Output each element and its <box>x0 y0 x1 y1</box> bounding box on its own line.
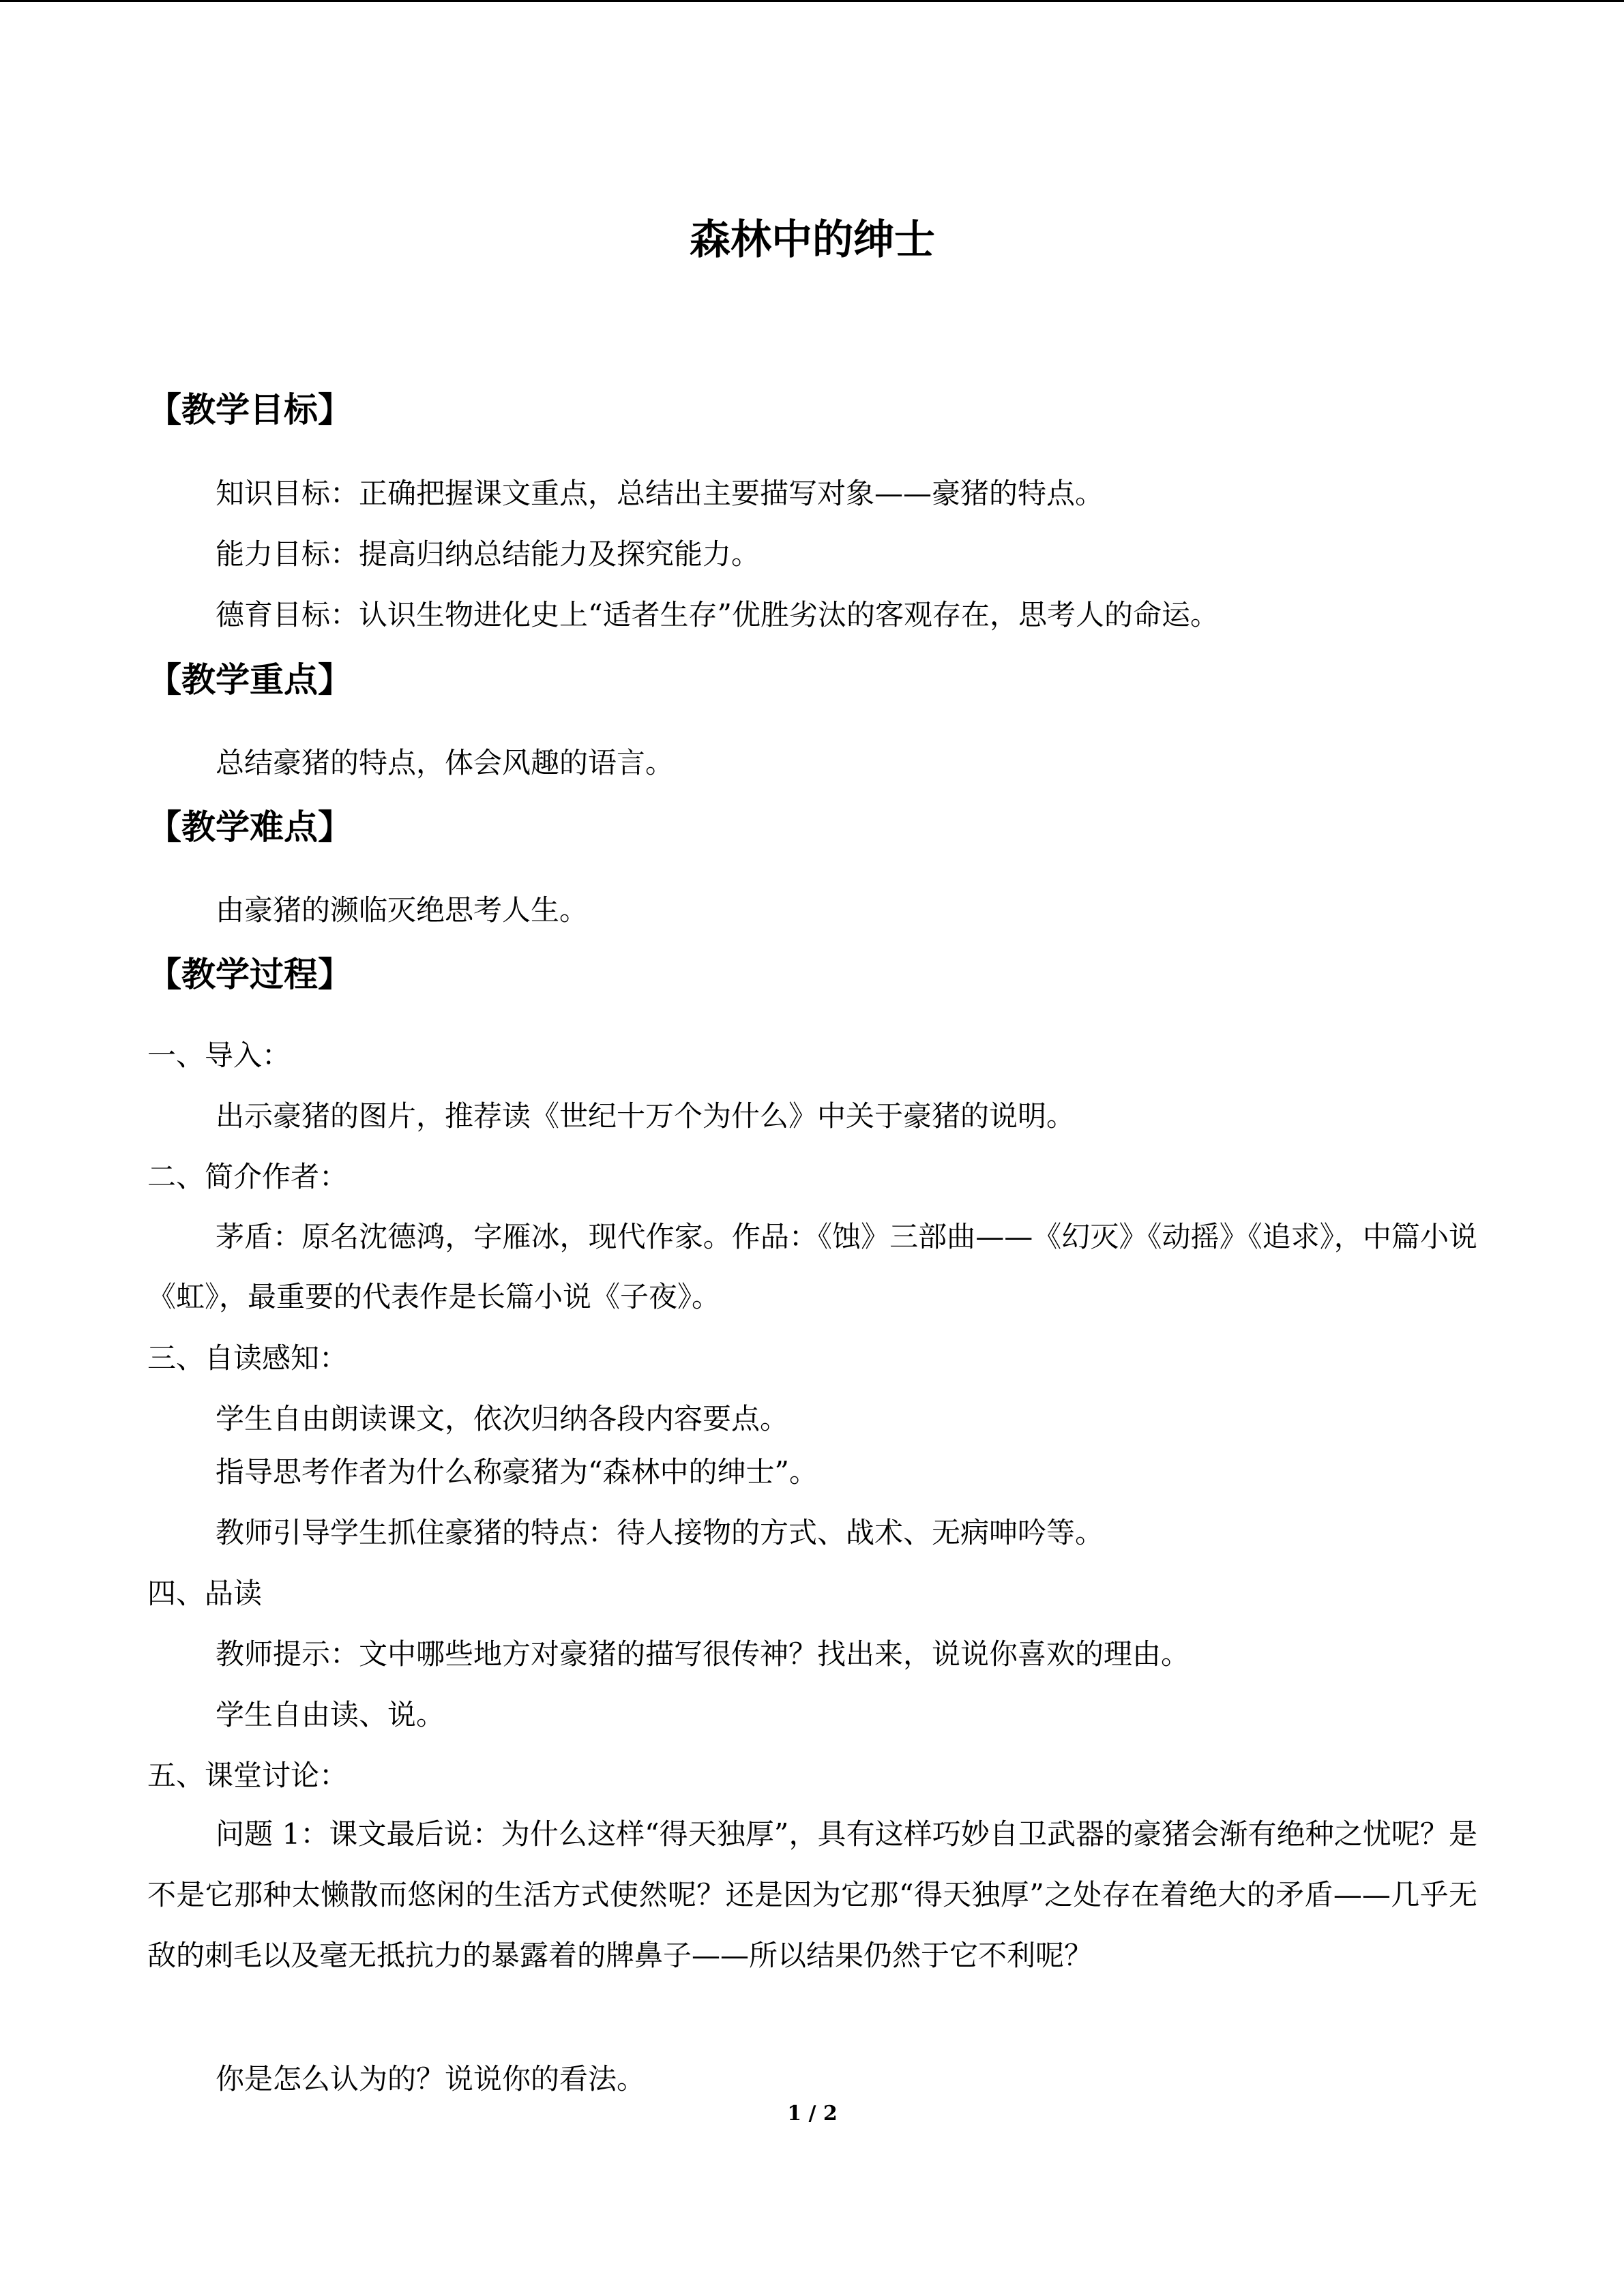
top-border-line <box>0 0 1624 2</box>
heading-teaching-goals: 【教学目标】 <box>147 390 352 430</box>
heading-key-points: 【教学重点】 <box>147 660 352 700</box>
discussion-question-paragraph: 问题 1：课文最后说：为什么这样“得天独厚”，具有这样巧妙自卫武器的豪猪会渐有绝种之忧呢？是不是它那种太懒散而悠闲的生活方式使然呢？还是因为它那“得天独厚”之处存在着绝大的矛盾——几乎无敌的刺毛以及毫无抵抗力的暴露着的牌鼻子——所以结果仍然于它不利呢？ <box>147 1817 1477 1972</box>
step-line: 学生自由朗读课文，依次归纳各段内容要点。 <box>216 1402 789 1435</box>
step-line: 教师提示：文中哪些地方对豪猪的描写很传神？找出来，说说你喜欢的理由。 <box>216 1637 1190 1671</box>
difficulty-text: 由豪猪的濒临灭绝思考人生。 <box>216 893 589 927</box>
step-line: 教师引导学生抓住豪猪的特点：待人接物的方式、战术、无病呻吟等。 <box>216 1516 1104 1549</box>
step-title: 一、导入： <box>147 1039 291 1072</box>
step-line: 指导思考作者为什么称豪猪为“森林中的绅士”。 <box>216 1455 818 1489</box>
step-title: 三、自读感知： <box>147 1341 349 1375</box>
document-title: 森林中的绅士 <box>690 216 935 264</box>
step-title: 二、简介作者： <box>147 1160 349 1193</box>
goal-knowledge: 知识目标：正确把握课文重点，总结出主要描写对象——豪猪的特点。 <box>216 477 1104 510</box>
step-title: 四、品读 <box>147 1577 263 1610</box>
step-line: 出示豪猪的图片，推荐读《世纪十万个为什么》中关于豪猪的说明。 <box>216 1099 1076 1133</box>
key-point-text: 总结豪猪的特点，体会风趣的语言。 <box>216 746 675 779</box>
author-intro-paragraph: 茅盾：原名沈德鸿，字雁冰，现代作家。作品：《蚀》三部曲——《幻灭》《动摇》《追求》，中篇小说《虹》，最重要的代表作是长篇小说《子夜》。 <box>147 1220 1477 1313</box>
goal-moral: 德育目标：认识生物进化史上“适者生存”优胜劣汰的客观存在，思考人的命运。 <box>216 598 1219 631</box>
page-number: 1 / 2 <box>787 2102 838 2126</box>
step-line: 学生自由读、说。 <box>216 1698 445 1731</box>
goal-ability: 能力目标：提高归纳总结能力及探究能力。 <box>216 537 761 571</box>
step-line: 你是怎么认为的？说说你的看法。 <box>216 2062 646 2096</box>
heading-difficulties: 【教学难点】 <box>147 807 352 847</box>
heading-teaching-process: 【教学过程】 <box>147 955 352 994</box>
step-title: 五、课堂讨论： <box>147 1759 349 1792</box>
